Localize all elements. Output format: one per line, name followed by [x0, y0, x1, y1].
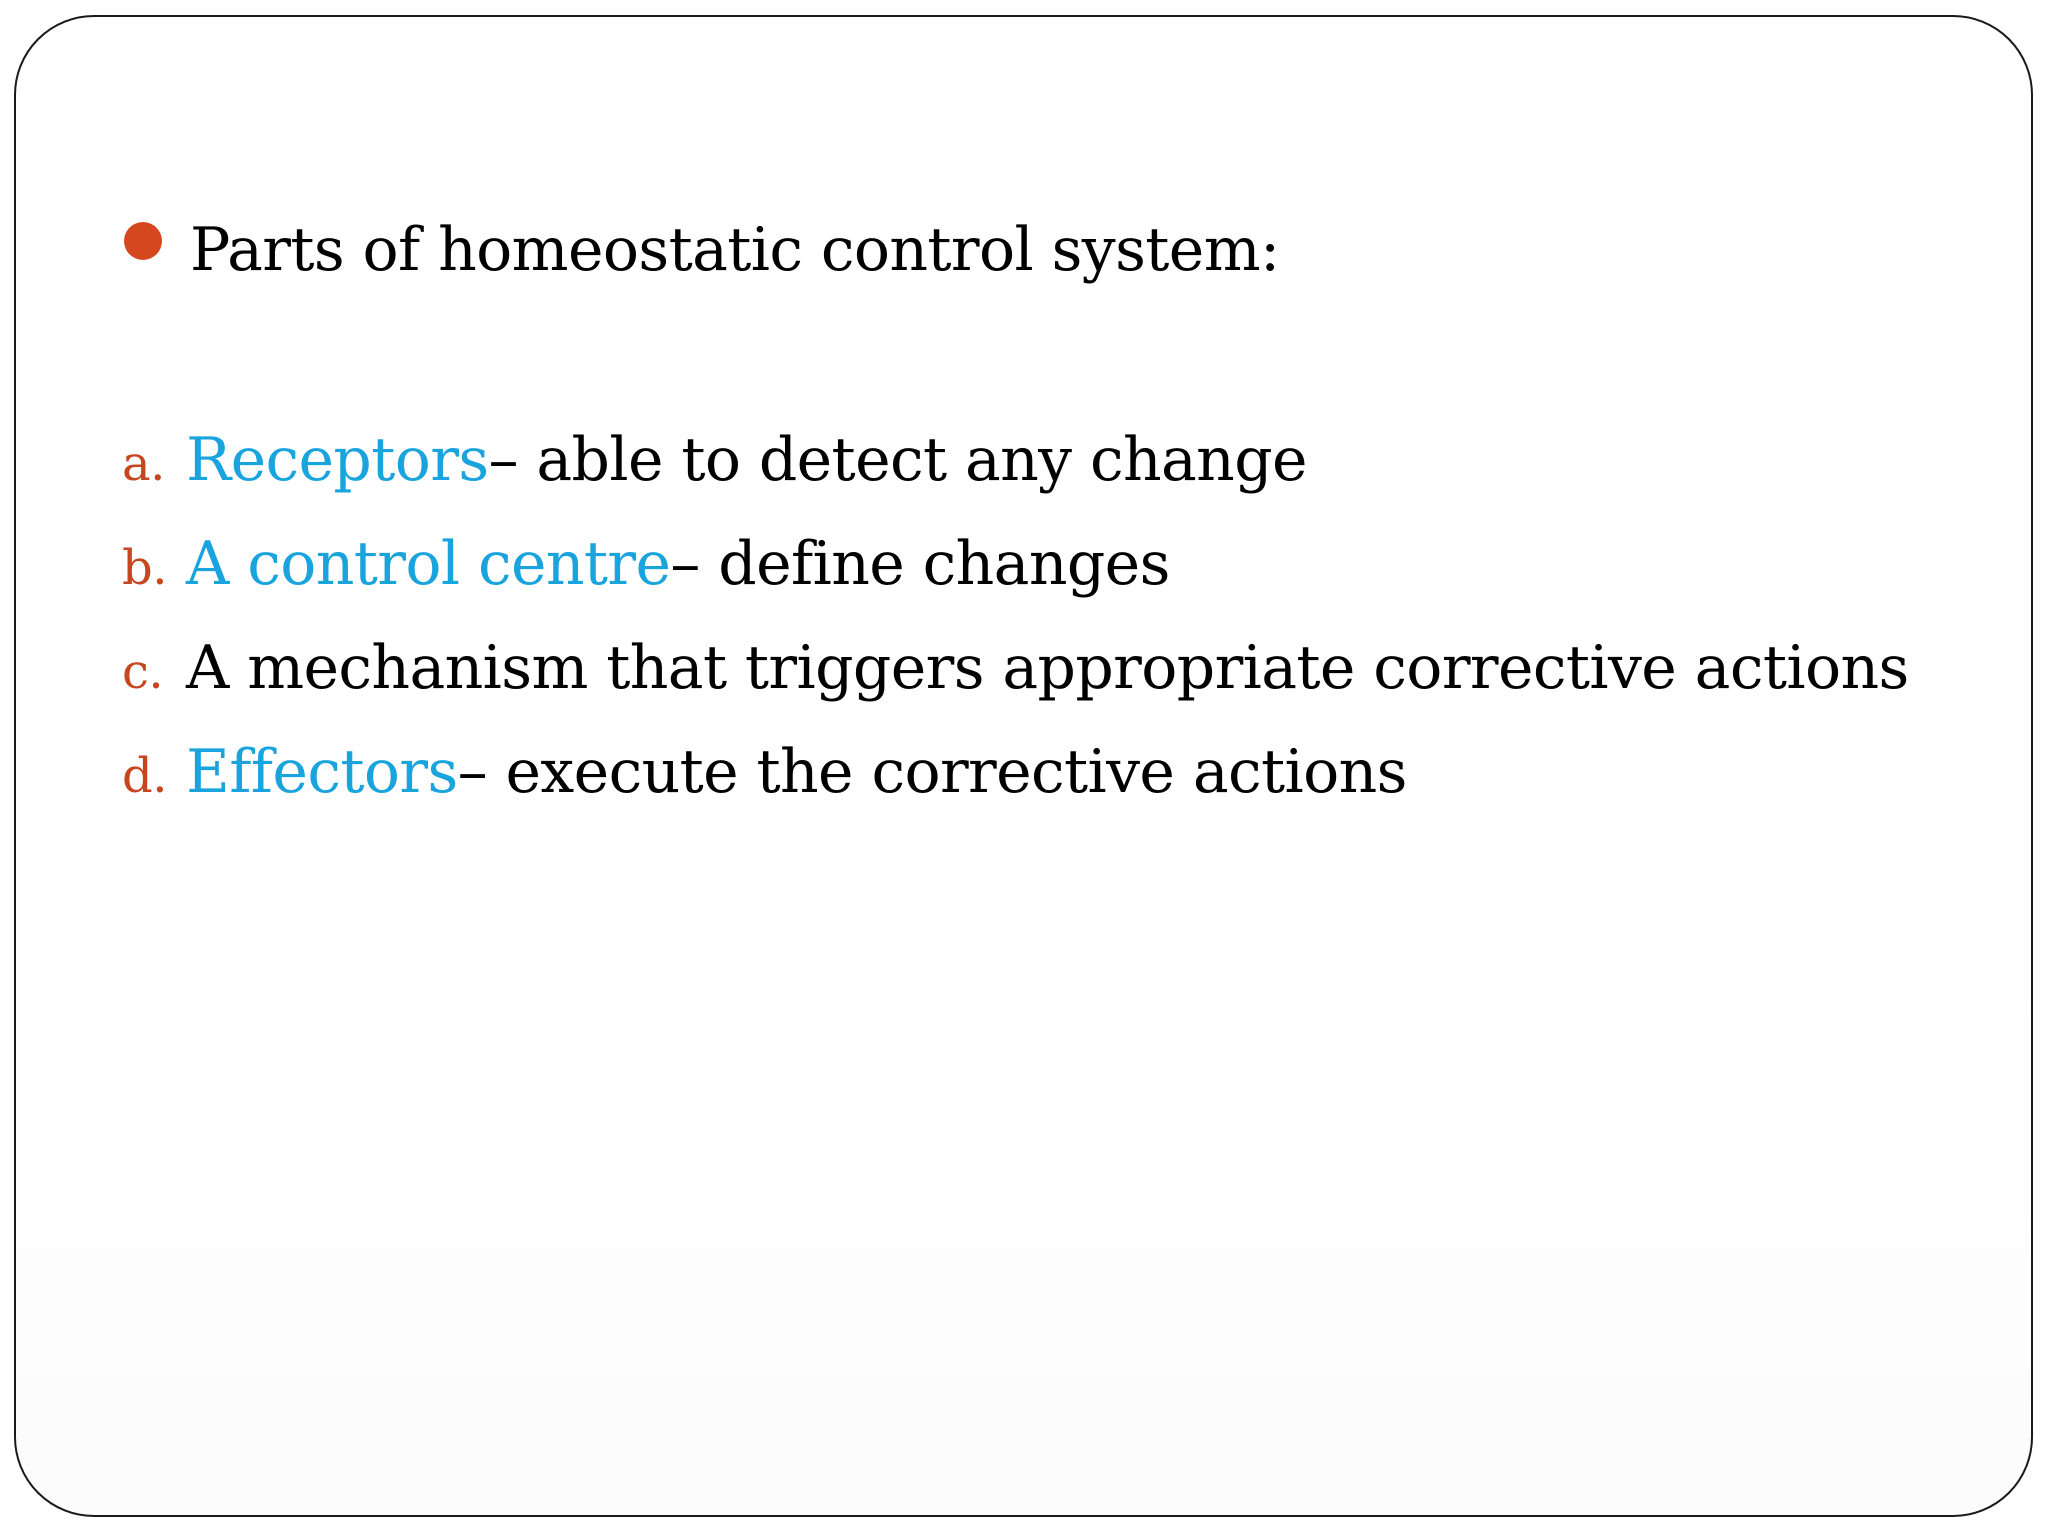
list-item-b: [122, 529, 1909, 633]
slide-heading: Parts of homeostatic control system:: [190, 215, 1280, 285]
list-description: – execute the corrective actions: [457, 737, 1407, 807]
list-item-a: [122, 425, 1909, 529]
bullet-dot-icon: [124, 222, 162, 260]
list-description: – define changes: [670, 529, 1170, 599]
parts-list: [122, 425, 1909, 841]
heading-bullet-line: [124, 210, 1280, 290]
list-item-c: [122, 633, 1909, 737]
list-marker: b.: [122, 540, 167, 596]
list-term: Effectors: [186, 737, 458, 807]
list-item-d: [122, 737, 1909, 841]
list-marker: c.: [122, 644, 164, 700]
list-marker: d.: [122, 748, 167, 804]
list-description: A mechanism that triggers appropriate corrective actions: [186, 633, 1909, 703]
list-term: A control centre: [186, 529, 671, 599]
list-description: – able to detect any change: [488, 425, 1307, 495]
list-marker: a.: [122, 436, 165, 492]
list-term: Receptors: [186, 425, 489, 495]
